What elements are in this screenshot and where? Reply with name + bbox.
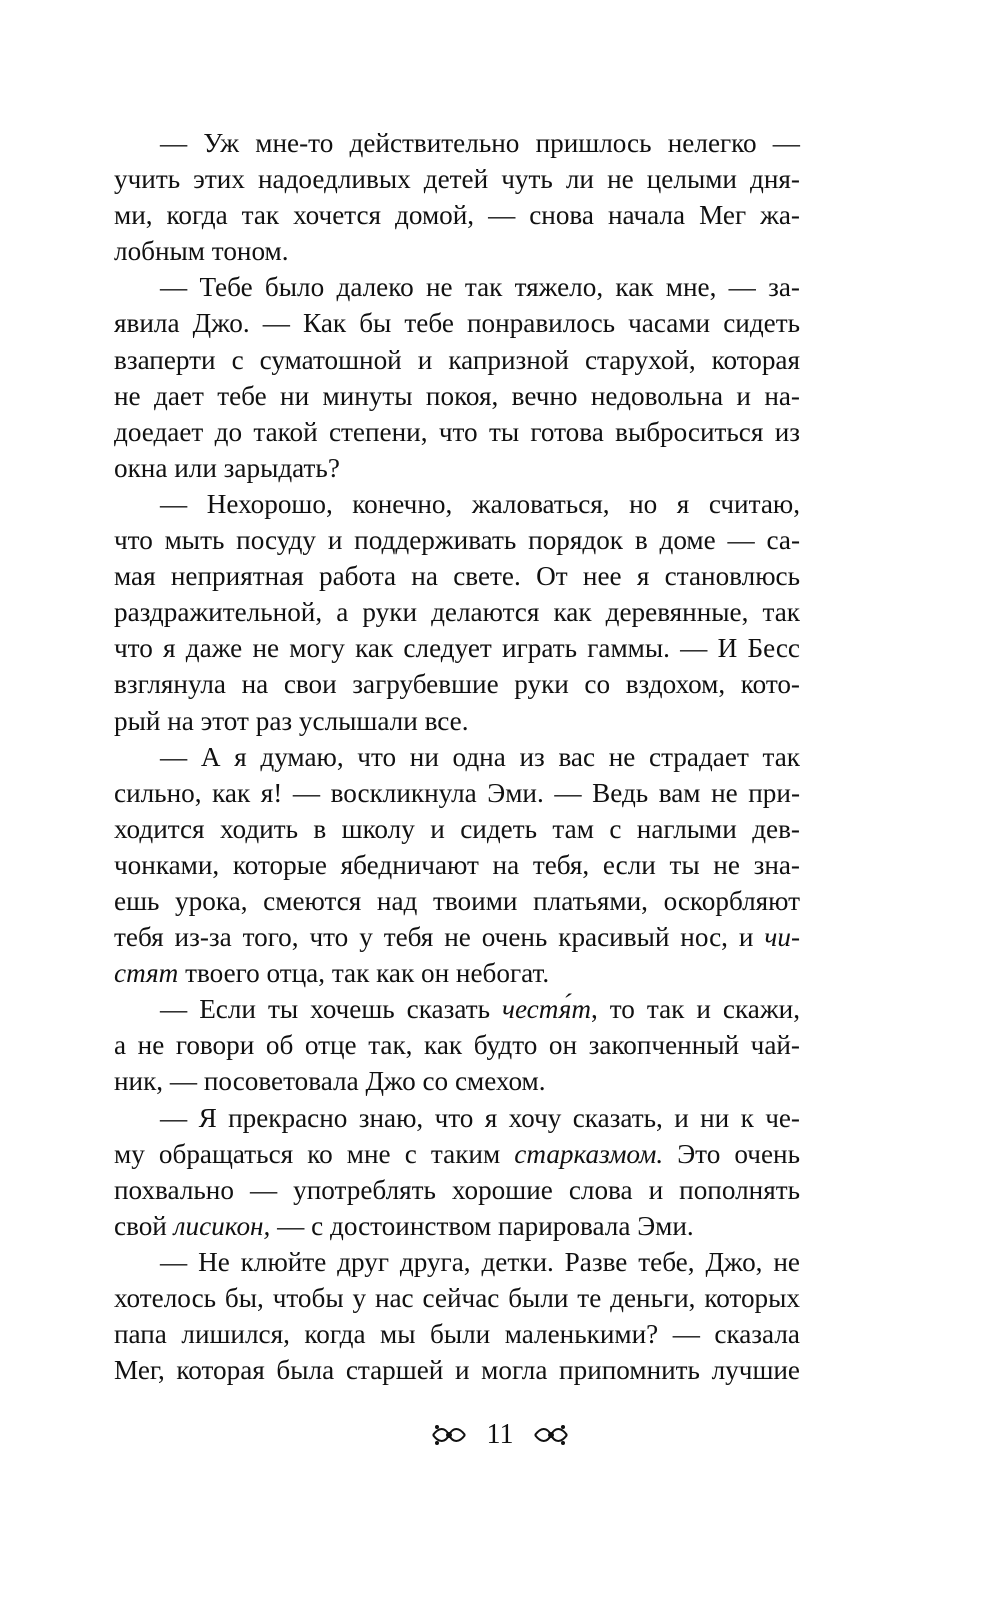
- text-line: [114, 594, 800, 630]
- fleuron-left-icon: [431, 1421, 467, 1449]
- text-segment: — А я думаю, что ни одна из вас не страдает так: [160, 741, 800, 772]
- text-segment: , то так и скажи,: [590, 994, 800, 1025]
- text-segment: что я даже не могу как следует играть гаммы. — И Бесс: [114, 633, 800, 664]
- text-line: [114, 991, 800, 1027]
- text-segment: не дает тебе ни минуты покоя, вечно недовольна и на-: [114, 380, 800, 411]
- text-segment: папа лишился, когда мы были маленькими? — сказала: [114, 1319, 800, 1350]
- emphasis-text: честя́т: [501, 994, 591, 1025]
- text-line: [114, 125, 800, 161]
- text-segment: сильно, как я! — воскликнула Эми. — Ведь вам не при-: [114, 777, 800, 808]
- text-segment: похвально — употреблять хорошие слова и пополнять: [114, 1174, 800, 1205]
- text-line: [114, 1280, 800, 1316]
- text-segment: свой: [114, 1210, 174, 1241]
- text-line: [114, 811, 800, 847]
- text-line: [114, 739, 800, 775]
- text-segment: рый на этот раз услышали все.: [114, 705, 469, 736]
- text-line: [114, 630, 800, 666]
- text-segment: ешь урока, смеются над твоими платьями, оскорбляют: [114, 885, 800, 916]
- text-segment: — Не клюйте друг друга, детки. Разве тебе, Джо, не: [160, 1246, 800, 1277]
- text-segment: а не говори об отце так, как будто он закопченный чай-: [114, 1030, 800, 1061]
- text-line: [114, 1027, 800, 1063]
- text-segment: — Если ты хочешь сказать: [160, 994, 502, 1025]
- text-segment: му обращаться ко мне с таким: [114, 1138, 515, 1169]
- body-text: [114, 125, 800, 1388]
- emphasis-text: чи-: [764, 922, 800, 953]
- text-segment: взаперти с суматошной и капризной старухой, которая: [114, 344, 800, 375]
- text-segment: взглянула на свои загрубевшие руки со вздохом, кото-: [114, 669, 800, 700]
- text-segment: окна или зарыдать?: [114, 452, 340, 483]
- text-line: [114, 233, 800, 269]
- text-line: [114, 883, 800, 919]
- text-line: [114, 847, 800, 883]
- text-segment: ник, — посоветовала Джо со смехом.: [114, 1066, 546, 1097]
- text-segment: ми, когда так хочется домой, — снова начала Мег жа-: [114, 200, 800, 231]
- text-segment: мая неприятная работа на свете. От нее я становлюсь: [114, 561, 800, 592]
- text-line: [114, 450, 800, 486]
- fleuron-right-icon: [533, 1421, 569, 1449]
- text-line: [114, 1136, 800, 1172]
- text-line: [114, 1063, 800, 1099]
- text-segment: — Уж мне-то действительно пришлось нелегко —: [160, 128, 800, 158]
- text-line: [114, 1244, 800, 1280]
- text-segment: — Я прекрасно знаю, что я хочу сказать, и ни к че-: [160, 1102, 800, 1133]
- text-segment: доедает до такой степени, что ты готова выброситься из: [114, 416, 800, 447]
- text-line: [114, 955, 800, 991]
- text-line: [114, 486, 800, 522]
- text-segment: что мыть посуду и поддерживать порядок в доме — са-: [114, 525, 800, 556]
- text-line: [114, 775, 800, 811]
- text-line: [114, 1316, 800, 1352]
- text-line: [114, 269, 800, 305]
- text-segment: явила Джо. — Как бы тебе понравилось часами сидеть: [114, 308, 800, 339]
- text-segment: тебя из-за того, что у тебя не очень красивый нос, и: [114, 922, 765, 953]
- text-line: [114, 1352, 800, 1388]
- text-segment: учить этих надоедливых детей чуть ли не целыми дня-: [114, 164, 800, 195]
- text-line: [114, 919, 800, 955]
- text-line: [114, 342, 800, 378]
- page-number: 11: [486, 1419, 514, 1450]
- text-line: [114, 703, 800, 739]
- text-line: [114, 161, 800, 197]
- text-segment: хотелось бы, чтобы у нас сейчас были те деньги, которых: [114, 1283, 800, 1313]
- text-line: [114, 1208, 800, 1244]
- text-segment: твоего отца, так как он небогат.: [178, 958, 550, 989]
- text-line: [114, 1100, 800, 1136]
- text-segment: лобным тоном.: [114, 236, 289, 267]
- text-line: [114, 666, 800, 702]
- text-segment: Это очень: [663, 1138, 800, 1169]
- text-segment: ходится ходить в школу и сидеть там с наглыми дев-: [114, 813, 800, 844]
- text-line: [114, 378, 800, 414]
- text-line: [114, 305, 800, 341]
- emphasis-text: старказмом.: [514, 1138, 664, 1169]
- text-line: [114, 522, 800, 558]
- text-segment: чонками, которые ябедничают на тебя, если ты не зна-: [114, 849, 800, 880]
- text-line: [114, 414, 800, 450]
- text-line: [114, 197, 800, 233]
- text-segment: — с достоинством парировала Эми.: [270, 1210, 694, 1241]
- text-segment: — Нехорошо, конечно, жаловаться, но я считаю,: [160, 488, 800, 519]
- emphasis-text: лисикон,: [173, 1210, 271, 1241]
- emphasis-text: стят: [114, 958, 179, 989]
- text-segment: раздражительной, а руки делаются как деревянные, так: [114, 597, 800, 628]
- text-line: [114, 558, 800, 594]
- text-segment: — Тебе было далеко не так тяжело, как мне, — за-: [160, 272, 800, 303]
- page-footer: [0, 1412, 1000, 1458]
- text-line: [114, 1172, 800, 1208]
- text-segment: Мег, которая была старшей и могла припомнить лучшие: [114, 1355, 800, 1386]
